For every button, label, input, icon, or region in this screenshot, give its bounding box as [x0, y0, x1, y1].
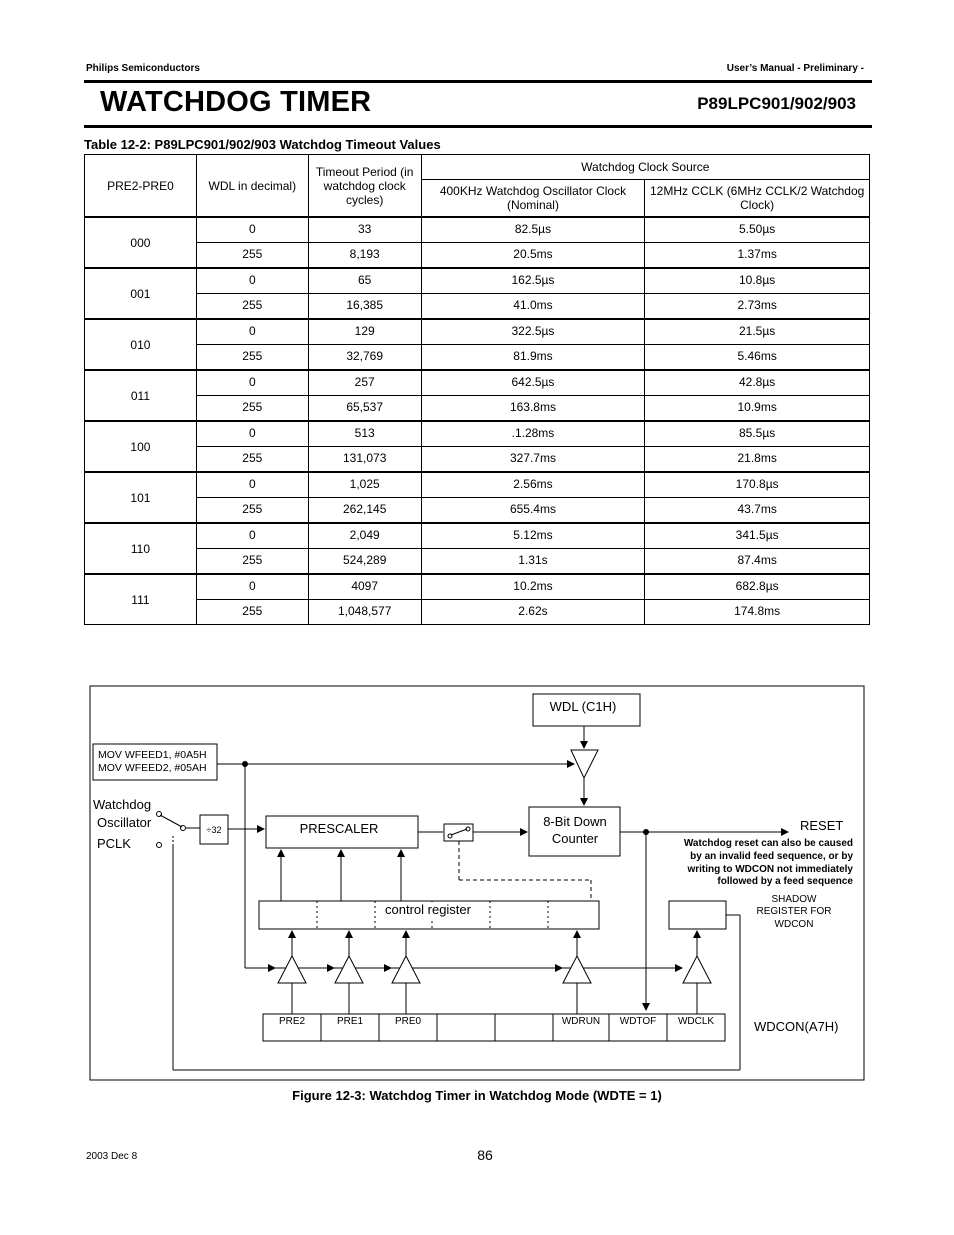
- bit-pre1: PRE1: [336, 1016, 364, 1027]
- cell-wdl: 255: [196, 498, 308, 524]
- pre0-buffer: [392, 956, 420, 983]
- reset-note: [684, 838, 854, 887]
- cell-400k: 327.7ms: [421, 447, 645, 473]
- cell-12m: 170.8µs: [645, 472, 870, 498]
- cell-wdl: 0: [196, 523, 308, 549]
- cell-400k: 20.5ms: [421, 243, 645, 269]
- cell-wdl: 0: [196, 574, 308, 600]
- cell-period: 524,289: [308, 549, 421, 575]
- cell-pre: 100: [85, 421, 197, 472]
- cell-period: 131,073: [308, 447, 421, 473]
- pre1-buffer: [335, 956, 363, 983]
- wdl-buffer: [571, 750, 598, 778]
- cell-400k: 1.31s: [421, 549, 645, 575]
- watchdog-oscillator-label-1: Watchdog: [93, 797, 152, 812]
- cell-period: 16,385: [308, 294, 421, 320]
- page-title: WATCHDOG TIMER: [100, 86, 372, 118]
- cell-period: 2,049: [308, 523, 421, 549]
- cell-400k: 81.9ms: [421, 345, 645, 371]
- reset-note-line-4: followed by a feed sequence: [717, 876, 853, 887]
- cell-12m: 174.8ms: [645, 600, 870, 625]
- cell-wdl: 0: [196, 268, 308, 294]
- cell-wdl: 0: [196, 370, 308, 396]
- reset-note-line-1: Watchdog reset can also be caused: [683, 838, 853, 849]
- cell-400k: 2.62s: [421, 600, 645, 625]
- cell-wdl: 255: [196, 243, 308, 269]
- cell-12m: 21.8ms: [645, 447, 870, 473]
- clock-select-switch: [160, 815, 182, 827]
- cell-12m: 341.5µs: [645, 523, 870, 549]
- part-number: P89LPC901/902/903: [697, 94, 856, 113]
- cell-wdl: 0: [196, 217, 308, 243]
- bit-wdtof: WDTOF: [619, 1016, 657, 1027]
- footer-date: 2003 Dec 8: [86, 1151, 138, 1162]
- page-number: 86: [477, 1147, 493, 1163]
- cell-wdl: 255: [196, 447, 308, 473]
- cell-400k: 642.5µs: [421, 370, 645, 396]
- cell-wdl: 255: [196, 549, 308, 575]
- col-pre-header: PRE2-PRE0: [85, 155, 197, 218]
- cell-12m: 1.37ms: [645, 243, 870, 269]
- table-caption: Table 12-2: P89LPC901/902/903 Watchdog Timeout Values: [84, 137, 441, 152]
- cell-12m: 43.7ms: [645, 498, 870, 524]
- shadow-label-2: REGISTER FOR: [756, 906, 832, 917]
- divide-by-32-label: ÷32: [206, 825, 222, 835]
- cell-400k: 10.2ms: [421, 574, 645, 600]
- cell-400k: 162.5µs: [421, 268, 645, 294]
- col-source-header: Watchdog Clock Source: [421, 155, 869, 180]
- cell-12m: 10.9ms: [645, 396, 870, 422]
- wdrun-buffer: [563, 956, 591, 983]
- cell-period: 4097: [308, 574, 421, 600]
- cell-pre: 111: [85, 574, 197, 625]
- col-period-header: Timeout Period (in watchdog clock cycles): [308, 155, 421, 218]
- document-type: User’s Manual - Preliminary -: [726, 63, 864, 74]
- cell-400k: 41.0ms: [421, 294, 645, 320]
- wdclk-buffer: [683, 956, 711, 983]
- cell-period: 129: [308, 319, 421, 345]
- cell-pre: 011: [85, 370, 197, 421]
- cell-wdl: 255: [196, 396, 308, 422]
- col-400k-header: 400KHz Watchdog Oscillator Clock (Nominal): [421, 180, 645, 218]
- cell-pre: 001: [85, 268, 197, 319]
- cell-12m: 5.50µs: [645, 217, 870, 243]
- bit-wdrun: WDRUN: [561, 1016, 601, 1027]
- cell-pre: 010: [85, 319, 197, 370]
- bit-pre0: PRE0: [394, 1016, 422, 1027]
- cell-400k: 2.56ms: [421, 472, 645, 498]
- cell-wdl: 255: [196, 345, 308, 371]
- shadow-label-3: WDCON: [774, 919, 814, 930]
- pclk-label: PCLK: [97, 836, 131, 851]
- reset-note-line-3: writing to WDCON not immediately: [687, 864, 853, 875]
- cell-period: 1,025: [308, 472, 421, 498]
- cell-period: 1,048,577: [308, 600, 421, 625]
- wdcon-label: WDCON(A7H): [754, 1019, 839, 1034]
- cell-period: 8,193: [308, 243, 421, 269]
- cell-period: 257: [308, 370, 421, 396]
- watchdog-oscillator-label-2: Oscillator: [97, 815, 152, 830]
- cell-wdl: 255: [196, 600, 308, 625]
- control-register-label: control register: [385, 902, 471, 917]
- reset-label: RESET: [800, 818, 844, 833]
- wdl-label: WDL (C1H): [549, 699, 617, 714]
- shadow-register-box: [669, 901, 726, 929]
- cell-period: 513: [308, 421, 421, 447]
- cell-12m: 42.8µs: [645, 370, 870, 396]
- counter-label-1: 8-Bit Down: [543, 814, 607, 829]
- shadow-label-1: SHADOW: [771, 894, 817, 905]
- cell-period: 33: [308, 217, 421, 243]
- cell-400k: 322.5µs: [421, 319, 645, 345]
- reset-note-line-2: by an invalid feed sequence, or by: [690, 851, 853, 862]
- cell-period: 262,145: [308, 498, 421, 524]
- cell-period: 65: [308, 268, 421, 294]
- cell-wdl: 255: [196, 294, 308, 320]
- feed-line-1: MOV WFEED1, #0A5H: [98, 749, 207, 761]
- cell-pre: 101: [85, 472, 197, 523]
- cell-pre: 000: [85, 217, 197, 268]
- cell-12m: 87.4ms: [645, 549, 870, 575]
- prescaler-label: PRESCALER: [299, 821, 379, 836]
- cell-400k: 5.12ms: [421, 523, 645, 549]
- cell-400k: 82.5µs: [421, 217, 645, 243]
- cell-12m: 21.5µs: [645, 319, 870, 345]
- figure-caption: Figure 12-3: Watchdog Timer in Watchdog Mode (WDTE = 1): [292, 1088, 662, 1103]
- cell-wdl: 0: [196, 319, 308, 345]
- col-12m-header: 12MHz CCLK (6MHz CCLK/2 Watchdog Clock): [645, 180, 870, 218]
- cell-12m: 2.73ms: [645, 294, 870, 320]
- cell-12m: 85.5µs: [645, 421, 870, 447]
- cell-period: 65,537: [308, 396, 421, 422]
- cell-wdl: 0: [196, 421, 308, 447]
- col-wdl-header: WDL in decimal): [196, 155, 308, 218]
- cell-400k: 655.4ms: [421, 498, 645, 524]
- counter-label-2: Counter: [551, 831, 599, 846]
- company-name: Philips Semiconductors: [86, 63, 200, 74]
- cell-400k: .1.28ms: [421, 421, 645, 447]
- feed-line-2: MOV WFEED2, #05AH: [98, 762, 207, 774]
- cell-12m: 10.8µs: [645, 268, 870, 294]
- cell-period: 32,769: [308, 345, 421, 371]
- cell-12m: 5.46ms: [645, 345, 870, 371]
- cell-12m: 682.8µs: [645, 574, 870, 600]
- pre2-buffer: [278, 956, 306, 983]
- cell-400k: 163.8ms: [421, 396, 645, 422]
- cell-wdl: 0: [196, 472, 308, 498]
- bit-pre2: PRE2: [278, 1016, 306, 1027]
- bit-wdclk: WDCLK: [677, 1016, 715, 1027]
- cell-pre: 110: [85, 523, 197, 574]
